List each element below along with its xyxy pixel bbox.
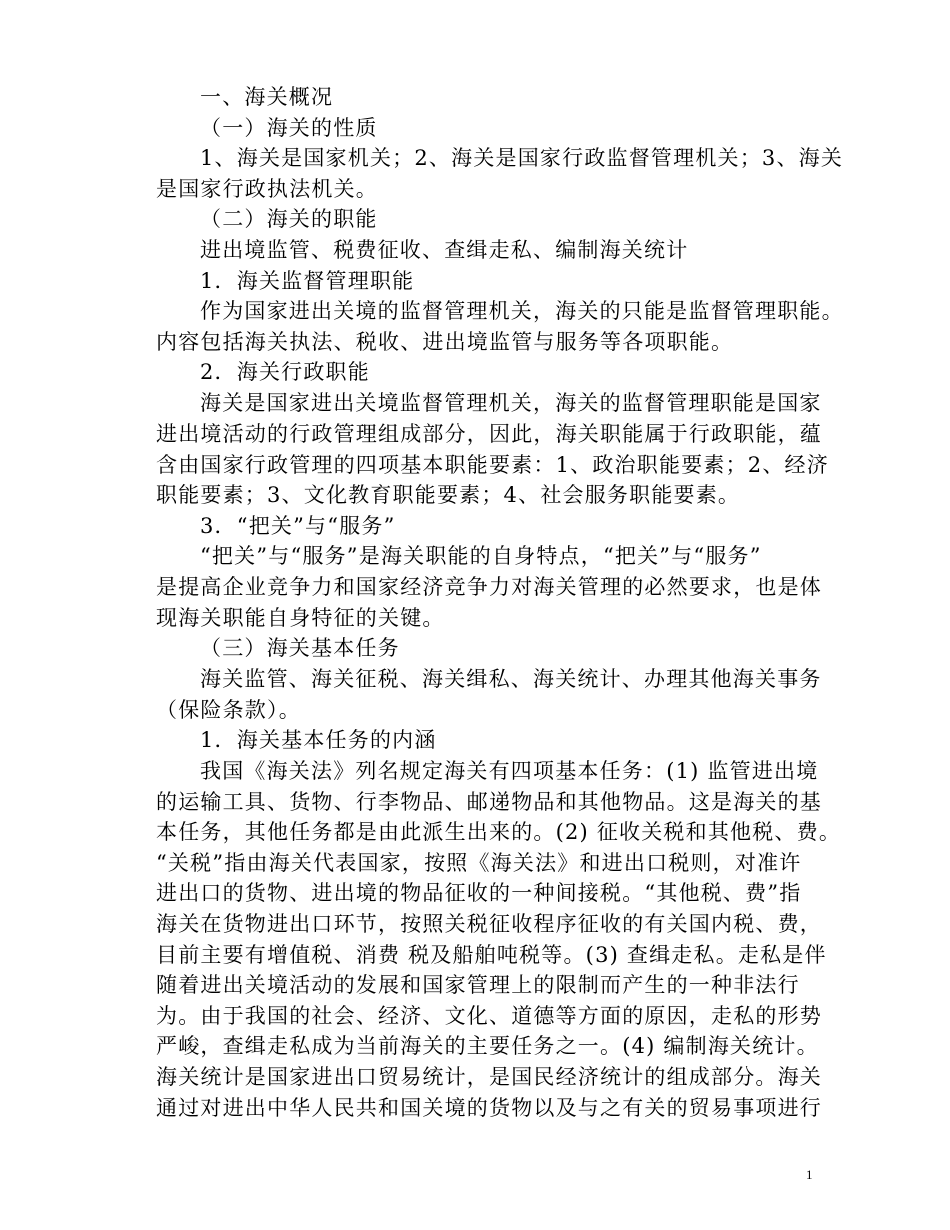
item-heading: 3．“把关”与“服务”	[200, 514, 396, 538]
paragraph-line: （保险条款）。	[156, 698, 301, 722]
paragraph-line: 海关统计是国家进出口贸易统计，是国民经济统计的组成部分。海关	[156, 1065, 822, 1089]
paragraph-line: 海关在货物进出口环节，按照关税征收程序征收的有关国内税、费，	[156, 912, 822, 936]
item-heading: 1．海关基本任务的内涵	[200, 728, 437, 752]
page-number: 1	[806, 1167, 813, 1182]
paragraph-line: 我国《海关法》列名规定海关有四项基本任务：(1) 监管进出境	[200, 759, 819, 783]
item-heading: 1．海关监督管理职能	[200, 269, 415, 293]
paragraph-line: 是国家行政执法机关。	[156, 177, 378, 201]
subsection-heading-tasks: （三）海关基本任务	[200, 636, 400, 660]
paragraph-line: 进出境监管、税费征收、查缉走私、编制海关统计	[200, 238, 689, 262]
paragraph-line: 是提高企业竞争力和国家经济竞争力对海关管理的必然要求，也是体	[156, 575, 822, 599]
paragraph-line: 进出境活动的行政管理组成部分，因此，海关职能属于行政职能，蕴	[156, 422, 822, 446]
section-heading-overview: 一、海关概况	[200, 85, 334, 109]
paragraph-line: 通过对进出中华人民共和国关境的货物以及与之有关的贸易事项进行	[156, 1096, 822, 1120]
paragraph-line: “把关”与“服务”是海关职能的自身特点，“把关”与“服务”	[200, 544, 762, 568]
paragraph-line: 本任务，其他任务都是由此派生出来的。(2) 征收关税和其他税、费。	[156, 820, 842, 844]
paragraph-line: 随着进出关境活动的发展和国家管理上的限制而产生的一种非法行	[156, 973, 800, 997]
subsection-heading-nature: （一）海关的性质	[200, 116, 378, 140]
item-heading: 2．海关行政职能	[200, 360, 370, 384]
paragraph-line: 职能要素；3、文化教育职能要素；4、社会服务职能要素。	[156, 483, 741, 507]
subsection-heading-functions: （二）海关的职能	[200, 207, 378, 231]
paragraph-line: 内容包括海关执法、税收、进出境监管与服务等各项职能。	[156, 330, 734, 354]
paragraph-line: 目前主要有增值税、消费 税及船舶吨税等。(3) 查缉走私。走私是伴	[156, 943, 827, 967]
paragraph-line: 现海关职能自身特征的关键。	[156, 606, 445, 630]
paragraph-line: 海关监管、海关征税、海关缉私、海关统计、办理其他海关事务	[200, 667, 822, 691]
paragraph-line: “关税”指由海关代表国家，按照《海关法》和进出口税则，对准许	[156, 851, 802, 875]
paragraph-line: 的运输工具、货物、行李物品、邮递物品和其他物品。这是海关的基	[156, 790, 822, 814]
paragraph-line: 为。由于我国的社会、经济、文化、道德等方面的原因，走私的形势	[156, 1004, 822, 1028]
paragraph-line: 作为国家进出关境的监督管理机关，海关的只能是监督管理职能。	[200, 299, 844, 323]
paragraph-line: 1、海关是国家机关；2、海关是国家行政监督管理机关；3、海关	[200, 146, 844, 170]
paragraph-line: 海关是国家进出关境监督管理机关，海关的监督管理职能是国家	[200, 391, 822, 415]
paragraph-line: 进出口的货物、进出境的物品征收的一种间接税。“其他税、费”指	[156, 881, 802, 905]
paragraph-line: 严峻，查缉走私成为当前海关的主要任务之一。(4) 编制海关统计。	[156, 1034, 819, 1058]
paragraph-line: 含由国家行政管理的四项基本职能要素：1、政治职能要素；2、经济	[156, 453, 829, 477]
